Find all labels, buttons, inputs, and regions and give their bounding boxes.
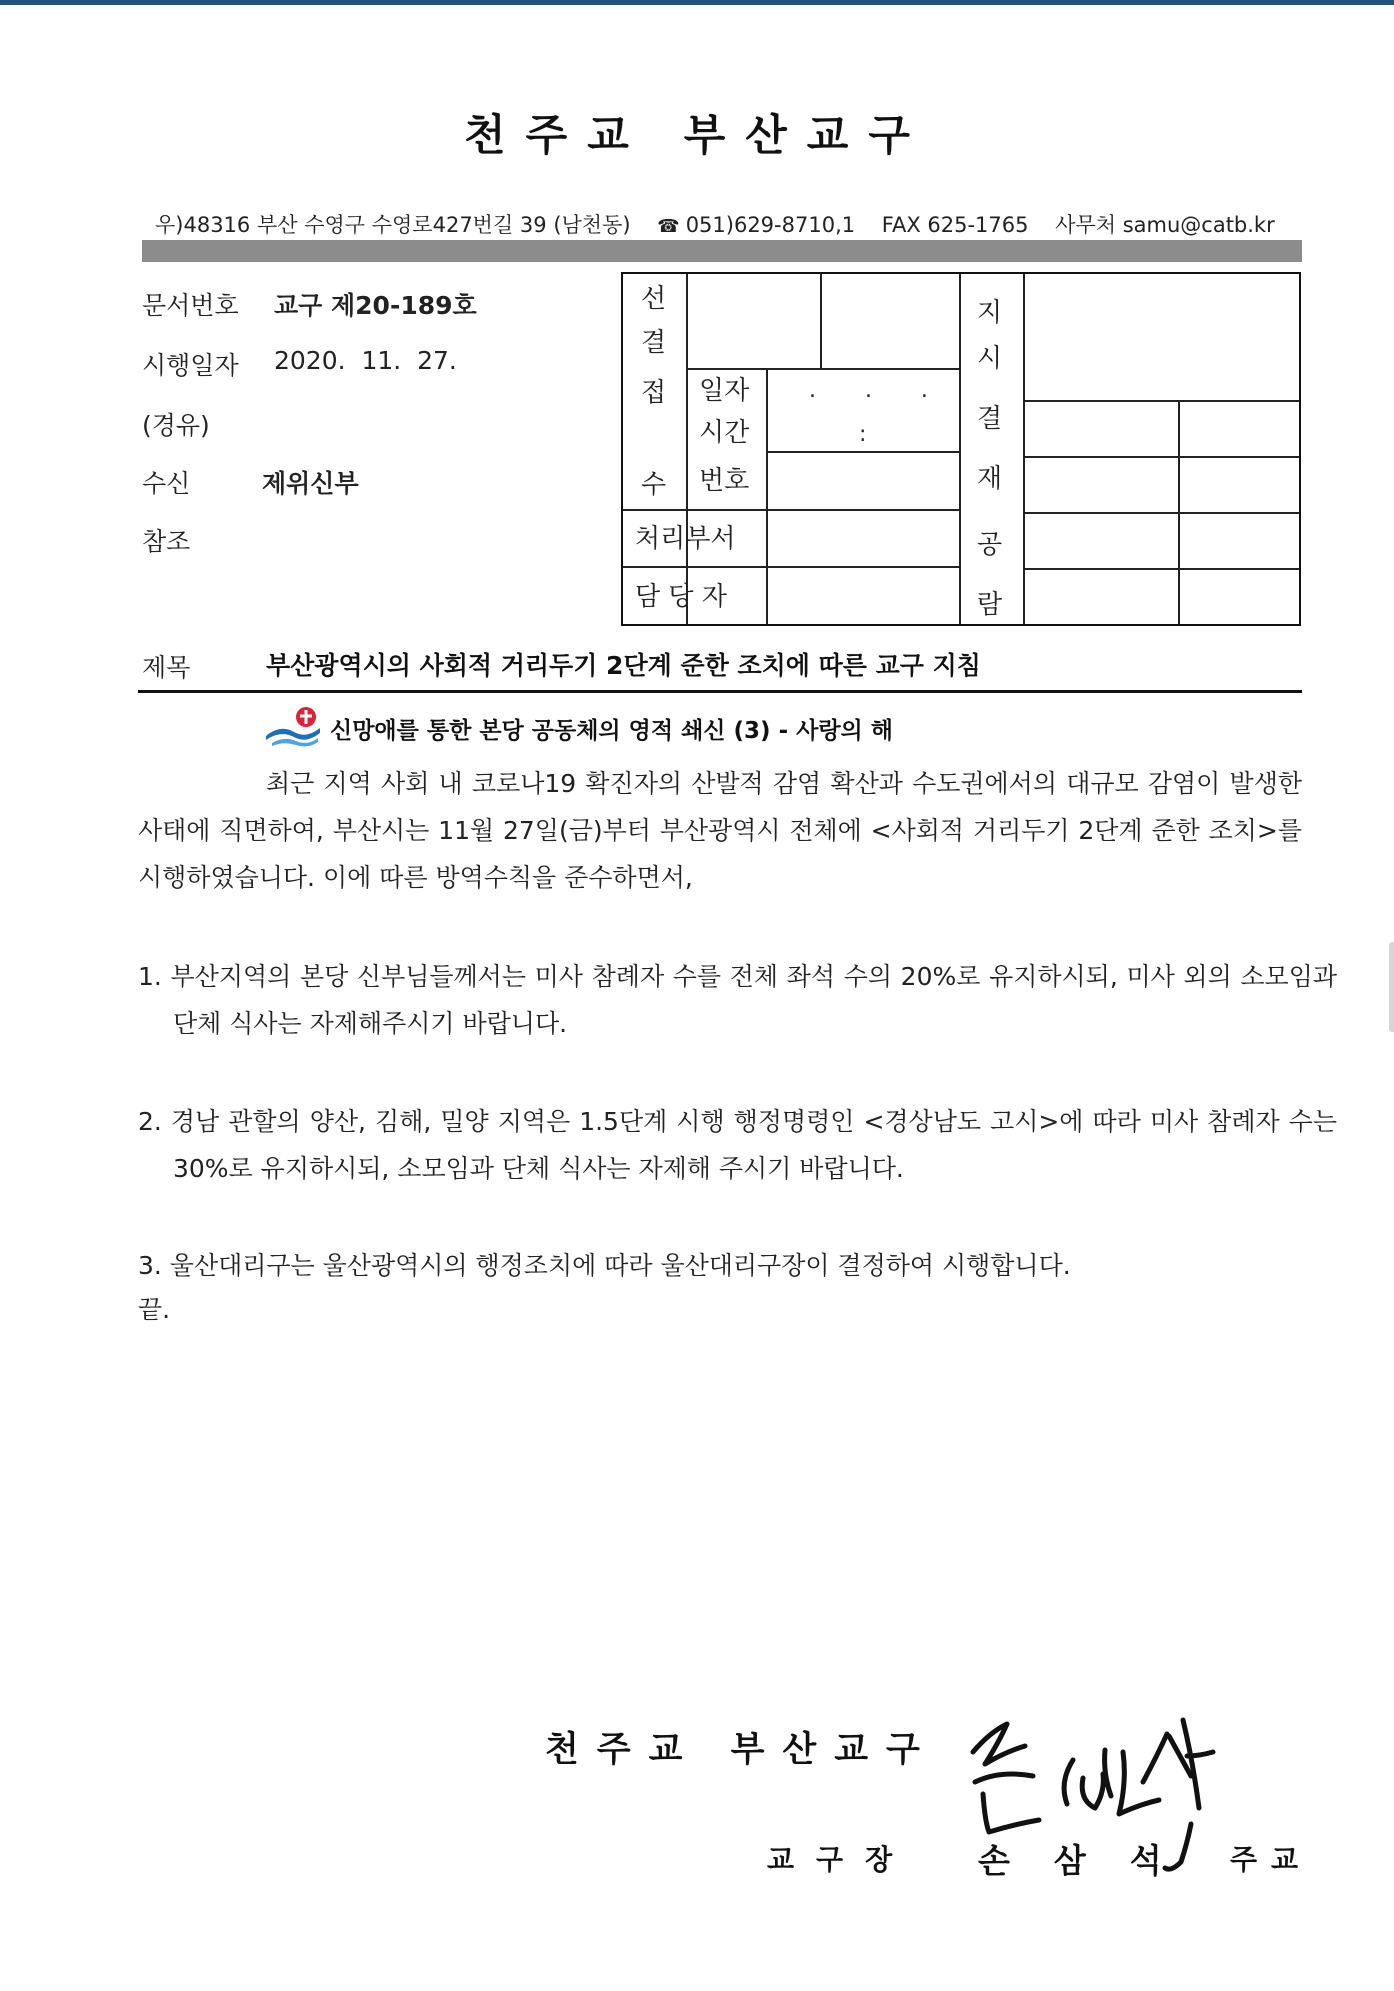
approval-time-label: 시간	[699, 418, 750, 448]
office-email: 사무처 samu@catb.kr	[1055, 213, 1275, 237]
approval-grid-line	[623, 509, 959, 511]
approval-gong: 공	[977, 530, 1003, 560]
approval-date-label: 일자	[699, 376, 750, 406]
approval-ji: 지	[977, 298, 1003, 328]
approval-grid-line	[766, 368, 768, 510]
approval-grid-line	[820, 274, 822, 370]
recipient-label: 수신	[142, 469, 191, 498]
approval-grid-line	[623, 566, 959, 568]
doc-number-label: 문서번호	[142, 291, 239, 320]
approval-seon: 선	[641, 284, 667, 314]
diocese-logo-icon	[264, 706, 322, 748]
approval-grid-line	[1023, 456, 1299, 458]
fax-number: FAX 625-1765	[881, 213, 1029, 237]
approval-jeop: 접	[641, 378, 667, 408]
end-mark: 끝.	[138, 1295, 171, 1324]
recipient-value: 제위신부	[262, 469, 359, 498]
approval-grid-line	[1178, 400, 1180, 624]
approval-su: 수	[641, 470, 667, 500]
handwritten-signature	[955, 1712, 1225, 1882]
reference-label: 참조	[142, 527, 191, 556]
approval-date-placeholder: . . .	[809, 378, 928, 403]
instruction-item-3: 3. 울산대리구는 울산광역시의 행정조치에 따라 울산대리구장이 결정하여 시행합니다.	[138, 1251, 1071, 1280]
enforcement-date-row	[142, 346, 457, 382]
signature-name: 손삼석	[978, 1841, 1206, 1880]
approval-grid-line	[1023, 400, 1299, 402]
enforcement-date-label: 시행일자	[142, 351, 239, 380]
via-row	[142, 406, 210, 442]
via-label: (경유)	[142, 411, 210, 440]
approval-person-label: 담 당 자	[635, 582, 727, 612]
approval-grid-line	[1023, 512, 1299, 514]
instruction-item-1: 1. 부산지역의 본당 신부님들께서는 미사 참례자 수를 전체 좌석 수의 20%로 유지하시되, 미사 외의 소모임과 단체 식사는 자제해주시기 바랍니다.	[138, 962, 1337, 1038]
doc-number-row	[142, 286, 477, 322]
approval-grid-line	[959, 274, 961, 624]
approval-grid-line	[1023, 568, 1299, 570]
approval-dept-label: 처리부서	[635, 524, 736, 554]
subject-text: 부산광역시의 사회적 거리두기 2단계 준한 조치에 따른 교구 지침	[266, 651, 981, 680]
intro-paragraph: 최근 지역 사회 내 코로나19 확진자의 산발적 감염 확산과 수도권에서의 대규모 감염이 발생한 사태에 직면하여, 부산시는 11월 27일(금)부터 부산광역시 전체에 <사회적 거리두기 2단계 준한 조치>를 시행하였습니다. 이에 따른 방역수칙을 준수하면서,	[138, 769, 1302, 892]
reference-row	[142, 522, 190, 558]
postal-address: 우)48316 부산 수영구 수영로427번길 39 (남천동)	[155, 213, 631, 237]
recipient-row	[142, 464, 359, 500]
instruction-item-2: 2. 경남 관할의 양산, 김해, 밀양 지역은 1.5단계 시행 행정명령인 <경상남도 고시>에 따라 미사 참례자 수는 30%로 유지하시되, 소모임과 단체 식사는 자제해 주시기 바랍니다.	[138, 1107, 1337, 1183]
approval-grid-line	[1023, 274, 1025, 624]
approval-jae: 재	[977, 464, 1003, 494]
document-title: 천주교 부산교구	[464, 111, 930, 161]
enforcement-date-value: 2020. 11. 27.	[274, 346, 457, 375]
approval-grid-line	[766, 451, 959, 453]
approval-number-label: 번호	[699, 466, 750, 496]
approval-ram: 람	[977, 590, 1003, 620]
signature-title: 교구장	[767, 1843, 915, 1876]
approval-time-placeholder: :	[859, 422, 867, 447]
telephone-icon: ☎	[657, 216, 680, 237]
signature-rank: 주교	[1230, 1843, 1313, 1876]
doc-number-value: 교구 제20-189호	[274, 291, 477, 320]
subject-rule	[138, 690, 1302, 693]
diocese-motto: 신망애를 통한 본당 공동체의 영적 쇄신 (3) - 사랑의 해	[330, 718, 893, 744]
approval-gyeol: 결	[641, 328, 667, 358]
address-line	[155, 209, 1305, 239]
phone-number: 051)629-8710,1	[685, 213, 856, 237]
signature-organization: 천주교 부산교구	[545, 1730, 938, 1770]
subject-label: 제목	[142, 653, 191, 682]
approval-box	[621, 272, 1301, 626]
top-border	[0, 0, 1394, 5]
approval-si: 시	[977, 344, 1003, 374]
scrollbar-handle[interactable]	[1389, 942, 1394, 1032]
approval-grid-line	[686, 368, 959, 370]
approval-grid-line	[686, 274, 688, 624]
approval-gyeol2: 결	[977, 404, 1003, 434]
header-divider-band	[142, 240, 1302, 262]
